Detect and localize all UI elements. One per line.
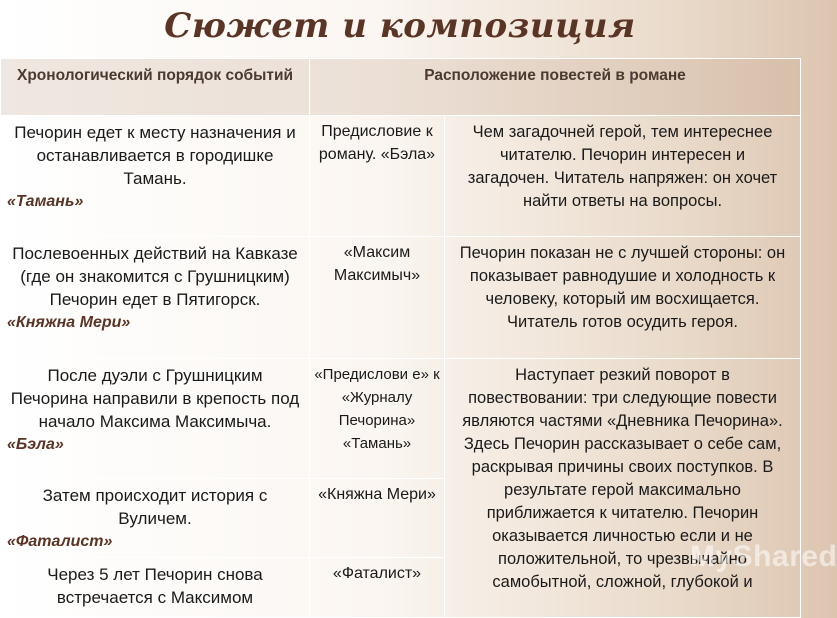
event-cell bbox=[1, 558, 310, 618]
comment-cell: Печорин показан не с лучшей стороны: он показывает равнодушие и холодность к человеку, который им восхищается. Читатель готов осудить героя. bbox=[445, 237, 801, 359]
event-text: После дуэли с Грушницким Печорина направили в крепость под начало Максима Максимыча. bbox=[10, 366, 300, 431]
event-cell bbox=[1, 237, 310, 359]
placement-cell: «Предислови е» к «Журналу Печорина» «Тамань» bbox=[310, 359, 445, 479]
placement-cell: «Фаталист» bbox=[310, 558, 445, 618]
event-text: Через 5 лет Печорин снова встречается с Максимом bbox=[47, 565, 263, 607]
event-cell bbox=[1, 116, 310, 237]
header-arrangement: Расположение повестей в романе bbox=[310, 59, 801, 116]
table-header-row bbox=[1, 59, 801, 116]
placement-cell: «Максим Максимыч» bbox=[310, 237, 445, 359]
story-title: «Фаталист» bbox=[7, 533, 113, 550]
event-text: Печорин едет к месту назначения и останавливается в городишке Тамань. bbox=[14, 123, 296, 188]
comment-cell: Чем загадочней герой, тем интереснее читателю. Печорин интересен и загадочен. Читатель напряжен: он хочет найти ответы на вопросы. bbox=[445, 116, 801, 237]
story-title: «Бэла» bbox=[7, 436, 64, 453]
table-row bbox=[1, 116, 801, 237]
page-title: Сюжет и композиция bbox=[164, 6, 636, 46]
watermark-logo: MyShared bbox=[690, 540, 837, 573]
event-text: Послевоенных действий на Кавказе (где он знакомится с Грушницким) Печорин едет в Пятигорск. bbox=[12, 244, 298, 309]
story-title: «Княжна Мери» bbox=[7, 314, 131, 331]
event-cell bbox=[1, 359, 310, 479]
table-row bbox=[1, 237, 801, 359]
event-cell bbox=[1, 479, 310, 558]
placement-cell: Предисловие к роману. «Бэла» bbox=[310, 116, 445, 237]
placement-cell: «Княжна Мери» bbox=[310, 479, 445, 558]
event-text: Затем происходит история с Вуличем. bbox=[42, 486, 268, 528]
header-chronology: Хронологический порядок событий bbox=[1, 59, 310, 116]
table-row bbox=[1, 359, 801, 479]
plot-composition-table bbox=[0, 58, 801, 618]
story-title: «Тамань» bbox=[7, 193, 84, 210]
comment-cell: Наступает резкий поворот в повествовании: три следующие повести являются частями «Дневника Печорина». Здесь Печорин рассказывает о себе сам, раскрывая причины своих поступков. В результате герой максимально приближается к читателю. Печорин оказывается личностью если и не положительной, то чрезвычайно самобытной, сложной, глубокой и bbox=[445, 359, 801, 618]
